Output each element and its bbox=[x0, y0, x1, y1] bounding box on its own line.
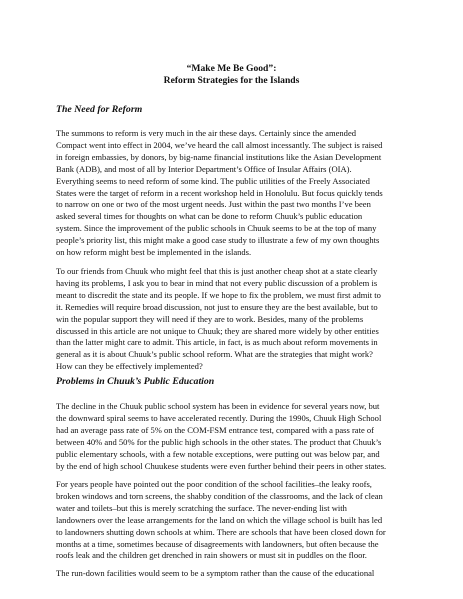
paragraph bbox=[56, 266, 416, 373]
text-line: How can they be effectively implemented? bbox=[56, 361, 203, 372]
text-line: For years people have pointed out the poor condition of the school facilities–the leaky roofs, bbox=[56, 479, 372, 489]
text-line: Bank (ADB), and most of all by Interior Department’s Office of Insular Affairs (OIA). bbox=[56, 163, 352, 174]
text-line: in foreign embassies, by donors, by big-name financial institutions like the Asian Development bbox=[56, 151, 382, 162]
text-line: asked several times for thoughts on what can be done to reform Chuuk’s public education bbox=[56, 211, 363, 222]
text-line: than the latter might care to admit. This article, in fact, is as much about reform movements in bbox=[56, 337, 378, 348]
text-line: the downward spiral seems to have accelerated recently. During the 1990s, Chuuk High School bbox=[56, 412, 382, 423]
text-line: Compact went into effect in 2004, we’ve heard the call almost incessantly. The subject is raised bbox=[56, 139, 383, 150]
text-line: general as it is about Chuuk’s public school reform. What are the strategies that might work? bbox=[56, 349, 373, 360]
text-line: The decline in the Chuuk public school system has been in evidence for several years now, but bbox=[56, 401, 380, 411]
text-line: Everything seems to need reform of some kind. The public utilities of the Freely Associated bbox=[56, 175, 370, 186]
text-line: water and toilets–but this is merely scratching the surface. The never-ending list with bbox=[56, 502, 347, 513]
document-title-line-2: Reform Strategies for the Islands bbox=[163, 75, 300, 86]
text-line: it. Remedies will require broad discussion, not just to ensure they are the best available, but to bbox=[56, 301, 378, 312]
text-line: system. Since the improvement of the public schools in Chuuk seems to be at the top of many bbox=[56, 223, 377, 234]
text-line: roofs leak and the children get drenched in rain showers or must sit in puddles on the floor. bbox=[56, 550, 367, 561]
text-line: public elementary schools, with a few notable exceptions, were putting out was below par, and bbox=[56, 448, 380, 459]
text-line: having its problems, I ask you to bear in mind that not every public discussion of a problem is bbox=[56, 277, 378, 288]
text-line: broken windows and torn screens, the shabby condition of the classrooms, and the lack of clean bbox=[56, 490, 383, 501]
text-line: people’s priority list, this might make a good case study to illustrate a few of my own thoughts bbox=[56, 235, 380, 246]
text-line: to narrow on one or two of the most urgent needs. Just within the past two months I’ve been bbox=[56, 199, 371, 210]
paragraph bbox=[56, 128, 416, 259]
paragraph bbox=[56, 401, 416, 472]
section-heading-problems-in-public-education: Problems in Chuuk’s Public Education bbox=[56, 376, 215, 387]
text-line: meant to discredit the state and its people. If we hope to fix the problem, we must first admit to bbox=[56, 289, 381, 300]
document-title-line-1: “Make Me Be Good”: bbox=[186, 63, 277, 74]
text-line: The summons to reform is very much in the air these days. Certainly since the amended bbox=[56, 128, 357, 138]
text-line: discussed in this article are not unique to Chuuk; they are shared more widely by other entities bbox=[56, 325, 379, 336]
paragraph bbox=[56, 568, 416, 580]
paragraph bbox=[56, 479, 416, 562]
text-line: on how reform might best be implemented in the islands. bbox=[56, 247, 252, 258]
text-line: landowners over the lease arrangements for the land on which the village school is built has led bbox=[56, 514, 383, 525]
text-line: to landowners shutting down schools at whim. There are schools that have been closed down for bbox=[56, 526, 386, 537]
text-line: The run-down facilities would seem to be a symptom rather than the cause of the educational bbox=[56, 568, 375, 578]
text-line: months at a time, sometimes because of disagreements with landowners, but often because the bbox=[56, 538, 379, 549]
section-heading-need-for-reform: The Need for Reform bbox=[56, 104, 143, 115]
text-line: To our friends from Chuuk who might feel that this is just another cheap shot at a state clearly bbox=[56, 266, 378, 276]
text-line: by the end of high school Chuukese students were even further behind their peers in other states. bbox=[56, 460, 387, 471]
text-line: had an average pass rate of 5% on the COM-FSM entrance test, compared with a pass rate of bbox=[56, 424, 375, 435]
text-line: win the popular support they will need if they are to work. Besides, many of the problems bbox=[56, 313, 364, 324]
text-line: States were the target of reform in a recent workshop held in Honolulu. But focus quickly tends bbox=[56, 187, 383, 198]
text-line: between 40% and 50% for the public high schools in the other states. The product that Chuuk’s bbox=[56, 436, 382, 447]
